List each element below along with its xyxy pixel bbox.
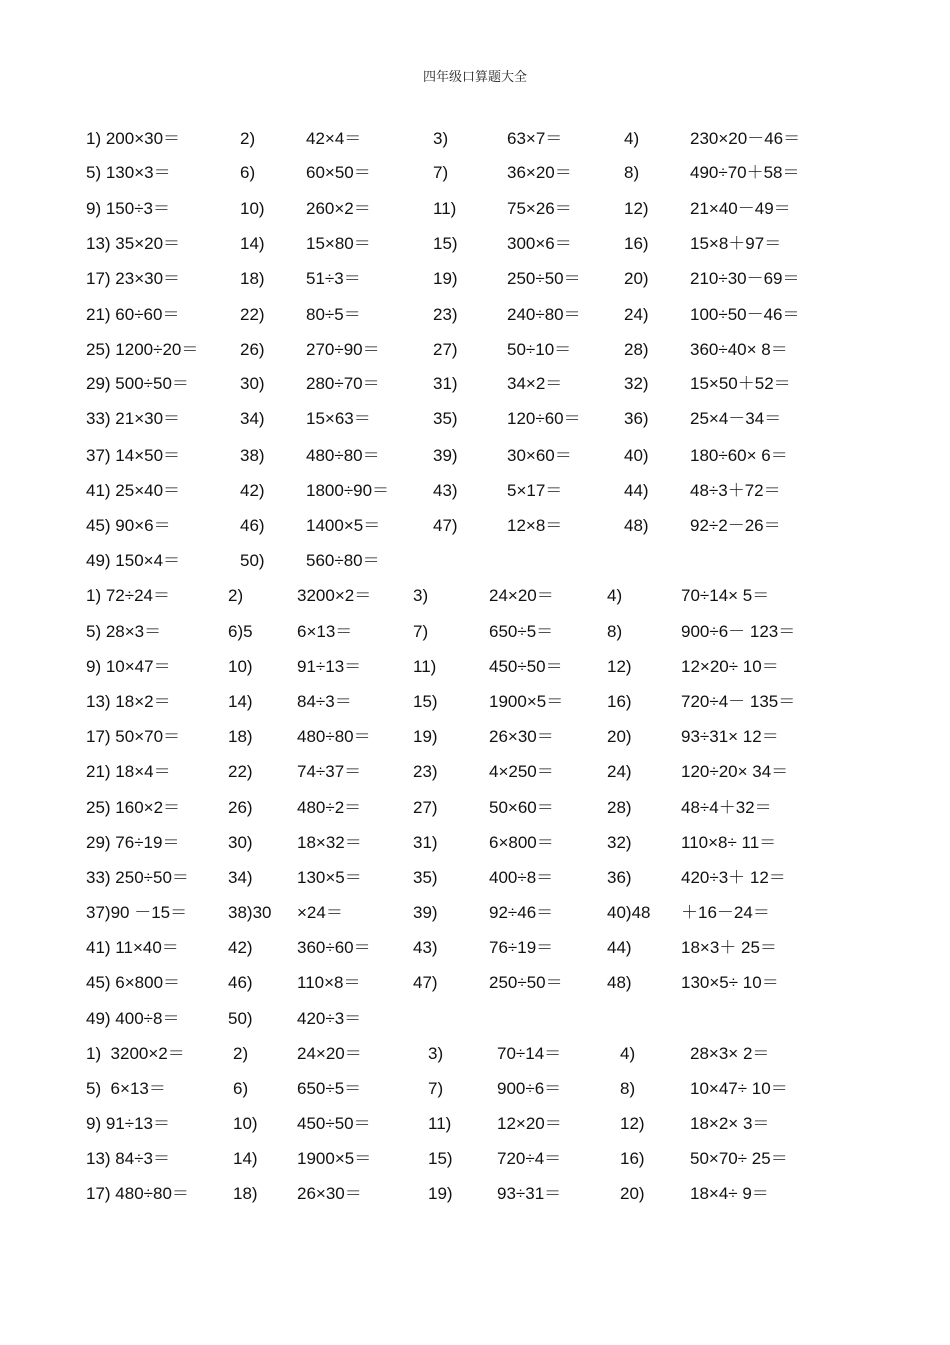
problem-expression: 26×30＝ <box>297 1184 362 1203</box>
problem-expression: 18×2× 3＝ <box>690 1114 770 1133</box>
problem-number: 23) <box>413 762 438 781</box>
problem-expression: 63×7＝ <box>507 129 563 148</box>
problem-expression: 9) 150÷3＝ <box>86 199 170 218</box>
problem-number: 12) <box>607 657 632 676</box>
problem-number: 34) <box>240 409 265 428</box>
problem-expression: 110×8÷ 11＝ <box>681 833 777 852</box>
problem-row <box>0 443 950 469</box>
problem-number: 36) <box>607 868 632 887</box>
problem-expression: 37)90 －15＝ <box>86 903 188 922</box>
problem-expression: 12×20÷ 10＝ <box>681 657 779 676</box>
problem-row <box>0 337 950 363</box>
problem-expression: 5×17＝ <box>507 481 563 500</box>
problem-row <box>0 759 950 785</box>
problem-expression: 400÷8＝ <box>489 868 554 887</box>
problem-expression: 240÷80＝ <box>507 305 581 324</box>
problem-number: 16) <box>624 234 649 253</box>
problem-number: 46) <box>228 973 253 992</box>
problem-number: 11) <box>413 657 437 676</box>
problem-expression: 210÷30－69＝ <box>690 269 800 288</box>
problem-expression: 15×80＝ <box>306 234 371 253</box>
problem-number: 20) <box>620 1184 645 1203</box>
problem-expression: 280÷70＝ <box>306 374 380 393</box>
problem-expression: 9) 91÷13＝ <box>86 1114 170 1133</box>
problem-row <box>0 865 950 891</box>
problem-expression: 5) 130×3＝ <box>86 163 171 182</box>
problem-expression: 70÷14× 5＝ <box>681 586 770 605</box>
problem-row <box>0 126 950 152</box>
problem-row <box>0 583 950 609</box>
problem-expression: 26×30＝ <box>489 727 554 746</box>
problem-expression: 15×8＋97＝ <box>690 234 782 253</box>
problem-number: 43) <box>433 481 458 500</box>
problem-expression: 900÷6－ 123＝ <box>681 622 796 641</box>
problem-number: 40)48 <box>607 903 651 922</box>
problem-expression: 5) 28×3＝ <box>86 622 162 641</box>
problem-row <box>0 830 950 856</box>
problem-number: 34) <box>228 868 253 887</box>
problem-expression: 70÷14＝ <box>497 1044 562 1063</box>
problem-expression: 18×4÷ 9＝ <box>690 1184 769 1203</box>
problem-row <box>0 266 950 292</box>
problem-number: 12) <box>624 199 649 218</box>
problem-expression: 80÷5＝ <box>306 305 361 324</box>
problem-row <box>0 548 950 574</box>
problem-expression: 93÷31＝ <box>497 1184 562 1203</box>
problem-number: 3) <box>428 1044 444 1063</box>
problem-row <box>0 654 950 680</box>
problem-expression: 13) 35×20＝ <box>86 234 181 253</box>
problem-expression: 1800÷90＝ <box>306 481 390 500</box>
problem-expression: 6×800＝ <box>489 833 554 852</box>
problem-row <box>0 1041 950 1067</box>
problem-number: 30) <box>240 374 265 393</box>
problem-number: 8) <box>620 1079 636 1098</box>
problem-number: 2) <box>233 1044 249 1063</box>
problem-number: 24) <box>607 762 632 781</box>
problem-number: 19) <box>428 1184 453 1203</box>
problem-number: 42) <box>240 481 265 500</box>
problem-number: 48) <box>607 973 632 992</box>
problem-expression: 15×63＝ <box>306 409 371 428</box>
problem-number: 12) <box>620 1114 645 1133</box>
problem-number: 26) <box>240 340 265 359</box>
problem-expression: 480÷80＝ <box>306 446 380 465</box>
problem-row <box>0 160 950 186</box>
problem-number: 36) <box>624 409 649 428</box>
problem-expression: 93÷31× 12＝ <box>681 727 779 746</box>
problem-expression: 130×5÷ 10＝ <box>681 973 779 992</box>
problem-expression: 12×20＝ <box>497 1114 562 1133</box>
problem-expression: 120÷20× 34＝ <box>681 762 789 781</box>
problem-expression: 24×20＝ <box>489 586 554 605</box>
problem-expression: 15×50＋52＝ <box>690 374 791 393</box>
problem-number: 39) <box>433 446 458 465</box>
problem-row <box>0 231 950 257</box>
problem-expression: 450÷50＝ <box>297 1114 371 1133</box>
problem-row <box>0 1111 950 1137</box>
problem-expression: 13) 84÷3＝ <box>86 1149 170 1168</box>
problem-expression: 360÷40× 8＝ <box>690 340 788 359</box>
problem-expression: 29) 500÷50＝ <box>86 374 189 393</box>
problem-row <box>0 795 950 821</box>
problem-expression: 48÷4＋32＝ <box>681 798 772 817</box>
problem-expression: 51÷3＝ <box>306 269 361 288</box>
problem-expression: 100÷50－46＝ <box>690 305 800 324</box>
problem-expression: 25×4－34＝ <box>690 409 782 428</box>
problem-number: 4) <box>620 1044 636 1063</box>
problem-expression: 48÷3＋72＝ <box>690 481 781 500</box>
problem-expression: 720÷4－ 135＝ <box>681 692 796 711</box>
problem-number: 42) <box>228 938 253 957</box>
problem-expression: 250÷50＝ <box>489 973 563 992</box>
problem-number: 31) <box>413 833 438 852</box>
problem-row <box>0 406 950 432</box>
problem-number: 32) <box>624 374 649 393</box>
problem-number: 16) <box>607 692 632 711</box>
problem-number: 35) <box>433 409 458 428</box>
problem-number: 35) <box>413 868 438 887</box>
problem-row <box>0 689 950 715</box>
problem-expression: 21) 60÷60＝ <box>86 305 180 324</box>
problem-expression: 60×50＝ <box>306 163 371 182</box>
page-title: 四年级口算题大全 <box>422 70 527 85</box>
problem-expression: 33) 21×30＝ <box>86 409 181 428</box>
problem-expression: 360÷60＝ <box>297 938 371 957</box>
problem-expression: 3200×2＝ <box>297 586 372 605</box>
problem-expression: ×24＝ <box>297 903 343 922</box>
problem-row <box>0 619 950 645</box>
problem-number: 10) <box>233 1114 258 1133</box>
problem-number: 14) <box>228 692 253 711</box>
problem-number: 28) <box>624 340 649 359</box>
problem-row <box>0 1181 950 1207</box>
problem-expression: 25) 1200÷20＝ <box>86 340 199 359</box>
problem-expression: 270÷90＝ <box>306 340 380 359</box>
problem-expression: 84÷3＝ <box>297 692 352 711</box>
problem-expression: 50×60＝ <box>489 798 554 817</box>
problem-expression: 1900×5＝ <box>297 1149 372 1168</box>
problem-expression: 5) 6×13＝ <box>86 1079 166 1098</box>
problem-row <box>0 302 950 328</box>
problem-expression: 91÷13＝ <box>297 657 362 676</box>
problem-number: 19) <box>433 269 458 288</box>
problem-expression: 24×20＝ <box>297 1044 362 1063</box>
problem-number: 44) <box>624 481 649 500</box>
problem-expression: 420÷3＝ <box>297 1009 362 1028</box>
problem-row <box>0 1146 950 1172</box>
problem-expression: 260×2＝ <box>306 199 371 218</box>
problem-row <box>0 513 950 539</box>
problem-number: 8) <box>607 622 623 641</box>
problem-row <box>0 970 950 996</box>
problem-expression: 45) 6×800＝ <box>86 973 181 992</box>
problem-number: 27) <box>413 798 438 817</box>
problem-number: 38)30 <box>228 903 272 922</box>
problem-number: 14) <box>233 1149 258 1168</box>
problem-expression: 420÷3＋ 12＝ <box>681 868 786 887</box>
problem-expression: 560÷80＝ <box>306 551 380 570</box>
problem-expression: 480÷2＝ <box>297 798 362 817</box>
problem-expression: 110×8＝ <box>297 973 361 992</box>
problem-expression: 130×5＝ <box>297 868 362 887</box>
problem-expression: 13) 18×2＝ <box>86 692 171 711</box>
problem-number: 7) <box>433 163 449 182</box>
problem-expression: 17) 23×30＝ <box>86 269 181 288</box>
problem-number: 26) <box>228 798 253 817</box>
problem-expression: 21×40－49＝ <box>690 199 791 218</box>
problem-number: 47) <box>433 516 458 535</box>
problem-number: 23) <box>433 305 458 324</box>
problem-expression: 720÷4＝ <box>497 1149 562 1168</box>
problem-row <box>0 935 950 961</box>
problem-expression: 650÷5＝ <box>489 622 554 641</box>
problem-number: 48) <box>624 516 649 535</box>
problem-number: 27) <box>433 340 458 359</box>
problem-number: 22) <box>240 305 265 324</box>
problem-expression: 480÷80＝ <box>297 727 371 746</box>
problem-number: 30) <box>228 833 253 852</box>
problem-expression: 45) 90×6＝ <box>86 516 171 535</box>
problem-number: 19) <box>413 727 438 746</box>
problem-expression: 29) 76÷19＝ <box>86 833 180 852</box>
problem-expression: 4×250＝ <box>489 762 554 781</box>
problem-number: 11) <box>433 199 457 218</box>
problem-number: 3) <box>413 586 429 605</box>
problem-expression: 76÷19＝ <box>489 938 554 957</box>
problem-expression: ＋16－24＝ <box>681 903 770 922</box>
problem-number: 10) <box>228 657 253 676</box>
problem-expression: 49) 150×4＝ <box>86 551 181 570</box>
problem-row <box>0 196 950 222</box>
problem-number: 4) <box>624 129 640 148</box>
problem-number: 44) <box>607 938 632 957</box>
problem-expression: 1) 200×30＝ <box>86 129 181 148</box>
problem-expression: 49) 400÷8＝ <box>86 1009 180 1028</box>
problem-row <box>0 724 950 750</box>
problem-number: 18) <box>233 1184 258 1203</box>
problem-expression: 900÷6＝ <box>497 1079 562 1098</box>
problem-expression: 10×47÷ 10＝ <box>690 1079 788 1098</box>
problem-number: 11) <box>428 1114 452 1133</box>
problem-expression: 92÷2－26＝ <box>690 516 781 535</box>
problem-number: 2) <box>240 129 256 148</box>
problem-expression: 230×20－46＝ <box>690 129 801 148</box>
problem-number: 46) <box>240 516 265 535</box>
problem-expression: 36×20＝ <box>507 163 572 182</box>
problem-number: 15) <box>428 1149 453 1168</box>
problem-row <box>0 1006 950 1032</box>
problem-expression: 28×3× 2＝ <box>690 1044 770 1063</box>
problem-number: 6)5 <box>228 622 253 641</box>
problem-number: 16) <box>620 1149 645 1168</box>
problem-expression: 30×60＝ <box>507 446 572 465</box>
problem-expression: 1400×5＝ <box>306 516 381 535</box>
problem-number: 8) <box>624 163 640 182</box>
problem-expression: 300×6＝ <box>507 234 572 253</box>
problem-expression: 37) 14×50＝ <box>86 446 181 465</box>
problem-expression: 120÷60＝ <box>507 409 581 428</box>
problem-number: 10) <box>240 199 265 218</box>
problem-expression: 12×8＝ <box>507 516 563 535</box>
problem-number: 7) <box>428 1079 444 1098</box>
problem-number: 3) <box>433 129 449 148</box>
problem-expression: 17) 50×70＝ <box>86 727 181 746</box>
problem-expression: 6×13＝ <box>297 622 353 641</box>
problem-number: 47) <box>413 973 438 992</box>
problem-expression: 21) 18×4＝ <box>86 762 171 781</box>
problem-number: 4) <box>607 586 623 605</box>
problem-number: 6) <box>233 1079 249 1098</box>
problem-expression: 1900×5＝ <box>489 692 564 711</box>
problem-number: 14) <box>240 234 265 253</box>
problem-expression: 180÷60× 6＝ <box>690 446 788 465</box>
problem-number: 20) <box>607 727 632 746</box>
problem-expression: 50×70÷ 25＝ <box>690 1149 788 1168</box>
problem-expression: 41) 25×40＝ <box>86 481 181 500</box>
problem-number: 32) <box>607 833 632 852</box>
problem-number: 31) <box>433 374 458 393</box>
problem-expression: 75×26＝ <box>507 199 572 218</box>
problem-number: 22) <box>228 762 253 781</box>
problem-expression: 450÷50＝ <box>489 657 563 676</box>
problem-expression: 490÷70＋58＝ <box>690 163 800 182</box>
problem-expression: 34×2＝ <box>507 374 563 393</box>
problem-expression: 1) 3200×2＝ <box>86 1044 185 1063</box>
problem-row <box>0 371 950 397</box>
problem-number: 40) <box>624 446 649 465</box>
problem-expression: 9) 10×47＝ <box>86 657 171 676</box>
problem-expression: 650÷5＝ <box>297 1079 362 1098</box>
problem-expression: 18×3＋ 25＝ <box>681 938 777 957</box>
problem-number: 38) <box>240 446 265 465</box>
problem-number: 28) <box>607 798 632 817</box>
problem-number: 24) <box>624 305 649 324</box>
problem-row <box>0 900 950 926</box>
problem-number: 6) <box>240 163 256 182</box>
problem-number: 50) <box>240 551 265 570</box>
problem-expression: 1) 72÷24＝ <box>86 586 170 605</box>
problem-expression: 42×4＝ <box>306 129 362 148</box>
problem-number: 43) <box>413 938 438 957</box>
problem-number: 18) <box>240 269 265 288</box>
problem-number: 50) <box>228 1009 253 1028</box>
problem-expression: 18×32＝ <box>297 833 362 852</box>
problem-expression: 25) 160×2＝ <box>86 798 181 817</box>
problem-number: 18) <box>228 727 253 746</box>
problem-expression: 74÷37＝ <box>297 762 362 781</box>
problem-number: 7) <box>413 622 429 641</box>
problem-number: 2) <box>228 586 244 605</box>
problem-expression: 41) 11×40＝ <box>86 938 179 957</box>
problem-number: 20) <box>624 269 649 288</box>
problem-expression: 250÷50＝ <box>507 269 581 288</box>
problem-row <box>0 1076 950 1102</box>
problem-expression: 50÷10＝ <box>507 340 572 359</box>
problem-number: 15) <box>413 692 438 711</box>
problem-number: 39) <box>413 903 438 922</box>
problem-expression: 92÷46＝ <box>489 903 554 922</box>
problem-number: 15) <box>433 234 458 253</box>
problem-expression: 17) 480÷80＝ <box>86 1184 189 1203</box>
problem-row <box>0 478 950 504</box>
problem-expression: 33) 250÷50＝ <box>86 868 189 887</box>
